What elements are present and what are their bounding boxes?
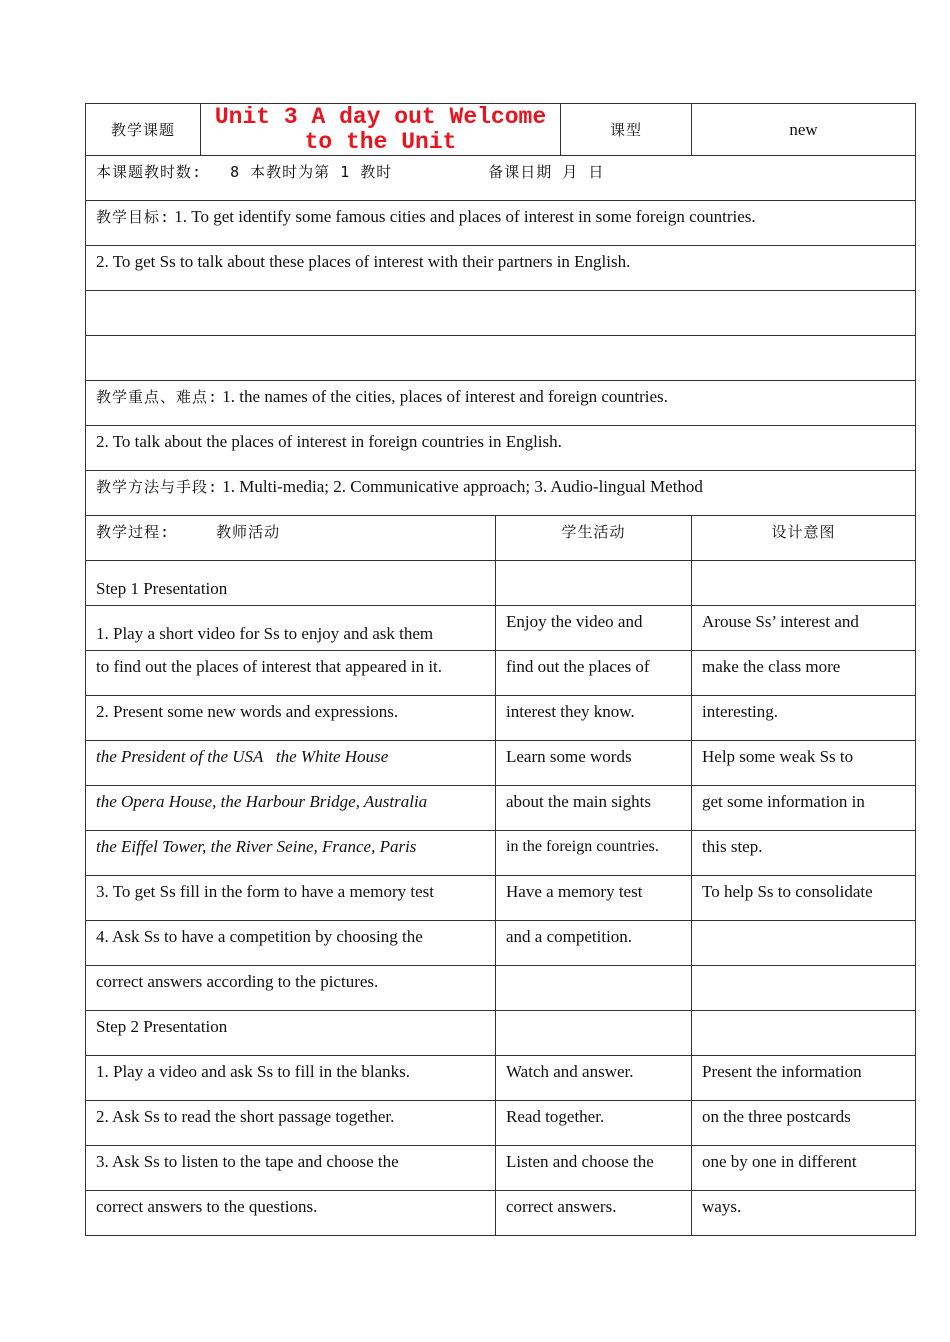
teacher-cell: 4. Ask Ss to have a competition by choosing the [86,921,496,966]
table-row [86,966,916,1011]
objectives-line2: 2. To get Ss to talk about these places of interest with their partners in English. [86,246,916,291]
key-points-label: 教学重点、难点: [96,388,219,406]
student-cell: Enjoy the video and [496,606,692,651]
table-row [86,606,916,651]
student-cell: and a competition. [496,921,692,966]
design-intent-header: 设计意图 [692,516,916,561]
teacher-cell: 1. Play a short video for Ss to enjoy and ask them [86,606,496,651]
student-cell: about the main sights [496,786,692,831]
design-cell [692,921,916,966]
teacher-cell: 1. Play a video and ask Ss to fill in the blanks. [86,1056,496,1101]
student-cell: Learn some words [496,741,692,786]
table-row [86,831,916,876]
current-value: 1 [340,163,351,181]
table-row [86,561,916,606]
date-label: 备课日期 月 日 [488,163,605,181]
teacher-cell: to find out the places of interest that appeared in it. [86,651,496,696]
design-cell: this step. [692,831,916,876]
process-header-row [86,516,916,561]
teacher-cell: the Opera House, the Harbour Bridge, Australia [86,786,496,831]
student-cell: Have a memory test [496,876,692,921]
table-row [86,1056,916,1101]
design-cell [692,1011,916,1056]
student-cell: in the foreign countries. [496,831,692,876]
objectives-row-2 [86,246,916,291]
current-label: 本教时为第 [250,163,331,181]
empty-cell [86,336,916,381]
header-row [86,104,916,156]
student-cell: Listen and choose the [496,1146,692,1191]
student-cell [496,966,692,1011]
teacher-cell: Step 2 Presentation [86,1011,496,1056]
objectives-cell [86,201,916,246]
teacher-cell: Step 1 Presentation [86,561,496,606]
design-cell [692,966,916,1011]
teacher-cell: the President of the USA the White House [86,741,496,786]
design-cell: ways. [692,1191,916,1236]
methods-row [86,471,916,516]
design-cell: get some information in [692,786,916,831]
methods-text: 1. Multi-media; 2. Communicative approach; 3. Audio-lingual Method [222,477,703,496]
table-row [86,921,916,966]
design-cell: Arouse Ss’ interest and [692,606,916,651]
student-cell: Read together. [496,1101,692,1146]
empty-row [86,336,916,381]
student-activity-header: 学生活动 [496,516,692,561]
empty-cell [86,291,916,336]
objectives-line1: 1. To get identify some famous cities and places of interest in some foreign countries. [174,207,756,226]
table-row [86,786,916,831]
teacher-cell: 2. Present some new words and expressions. [86,696,496,741]
key-points-line1: 1. the names of the cities, places of interest and foreign countries. [222,387,668,406]
teacher-cell: 3. To get Ss fill in the form to have a memory test [86,876,496,921]
design-cell: on the three postcards [692,1101,916,1146]
table-row [86,651,916,696]
table-row [86,1011,916,1056]
objectives-row [86,201,916,246]
teacher-cell: correct answers according to the pictures. [86,966,496,1011]
key-points-line2: 2. To talk about the places of interest in foreign countries in English. [86,426,916,471]
table-row [86,1101,916,1146]
current-suffix: 教时 [360,163,393,181]
student-cell [496,561,692,606]
design-cell: Help some weak Ss to [692,741,916,786]
key-points-cell [86,381,916,426]
objectives-label: 教学目标: [96,208,171,226]
key-points-row-2 [86,426,916,471]
methods-cell [86,471,916,516]
methods-label: 教学方法与手段: [96,478,219,496]
hours-value: 8 [230,163,241,181]
table-row [86,696,916,741]
design-cell: one by one in different [692,1146,916,1191]
process-teacher-header [86,516,496,561]
lesson-title: Unit 3 A day out Welcome to the Unit [201,104,561,156]
subject-label: 教学课题 [86,104,201,156]
table-row [86,741,916,786]
key-points-row [86,381,916,426]
table-row [86,876,916,921]
teacher-cell: 3. Ask Ss to listen to the tape and choose the [86,1146,496,1191]
student-cell: find out the places of [496,651,692,696]
table-row [86,1191,916,1236]
teacher-activity-header: 教师活动 [216,523,281,541]
student-cell: Watch and answer. [496,1056,692,1101]
student-cell: interest they know. [496,696,692,741]
student-cell: correct answers. [496,1191,692,1236]
info-cell [86,156,916,201]
info-row [86,156,916,201]
design-cell: make the class more [692,651,916,696]
type-label: 课型 [561,104,692,156]
type-value: new [692,104,916,156]
teacher-cell: correct answers to the questions. [86,1191,496,1236]
process-label: 教学过程: [96,523,171,541]
design-cell [692,561,916,606]
design-cell: To help Ss to consolidate [692,876,916,921]
design-cell: interesting. [692,696,916,741]
lesson-plan-table [85,103,916,1236]
teacher-cell: 2. Ask Ss to read the short passage together. [86,1101,496,1146]
table-row [86,1146,916,1191]
design-cell: Present the information [692,1056,916,1101]
hours-label: 本课题教时数: [96,163,203,181]
empty-row [86,291,916,336]
teacher-cell: the Eiffel Tower, the River Seine, France, Paris [86,831,496,876]
student-cell [496,1011,692,1056]
